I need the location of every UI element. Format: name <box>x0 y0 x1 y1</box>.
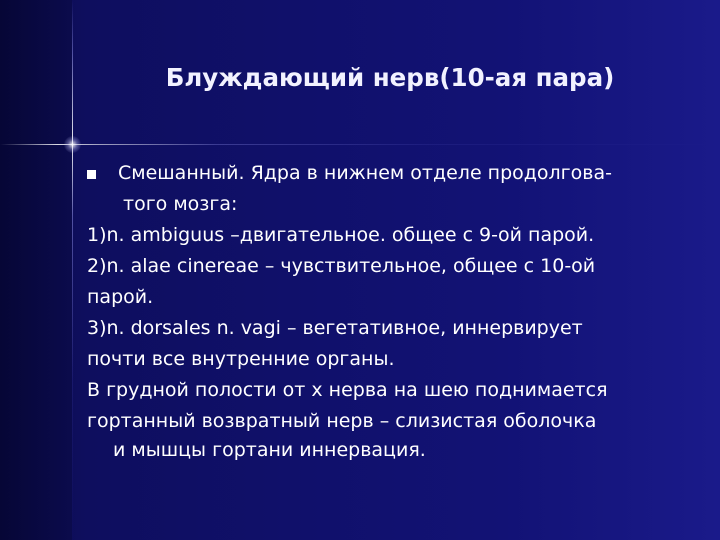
vertical-light-line <box>72 0 73 540</box>
body-line: того мозга: <box>123 193 238 215</box>
body-line: почти все внутренние органы. <box>87 348 395 370</box>
bullet-item <box>87 158 707 189</box>
body-line: 3)n. dorsales n. vagi – вегетативное, иннервирует <box>87 317 583 339</box>
body-line: 1)n. ambiguus –двигательное. общее с 9-ой парой. <box>87 224 595 246</box>
body-line: Смешанный. Ядра в нижнем отделе продолгова- <box>118 162 612 184</box>
horizontal-light-line <box>0 144 720 145</box>
body-line: В грудной полости от х нерва на шею поднимается <box>87 379 608 401</box>
body-line: 2)n. alae cinereae – чувствительное, общее с 10-ой <box>87 255 596 277</box>
slide-title: Блуждающий нерв(10-ая пара) <box>165 63 615 92</box>
square-bullet-icon <box>87 170 96 179</box>
slide-body <box>87 158 707 464</box>
left-band-decoration <box>0 0 72 540</box>
body-line: гортанный возвратный нерв – слизистая оболочка <box>87 410 597 432</box>
body-line: парой. <box>87 286 154 308</box>
body-line: и мышцы гортани иннервация. <box>113 439 426 461</box>
sparkle-decoration <box>64 136 81 153</box>
